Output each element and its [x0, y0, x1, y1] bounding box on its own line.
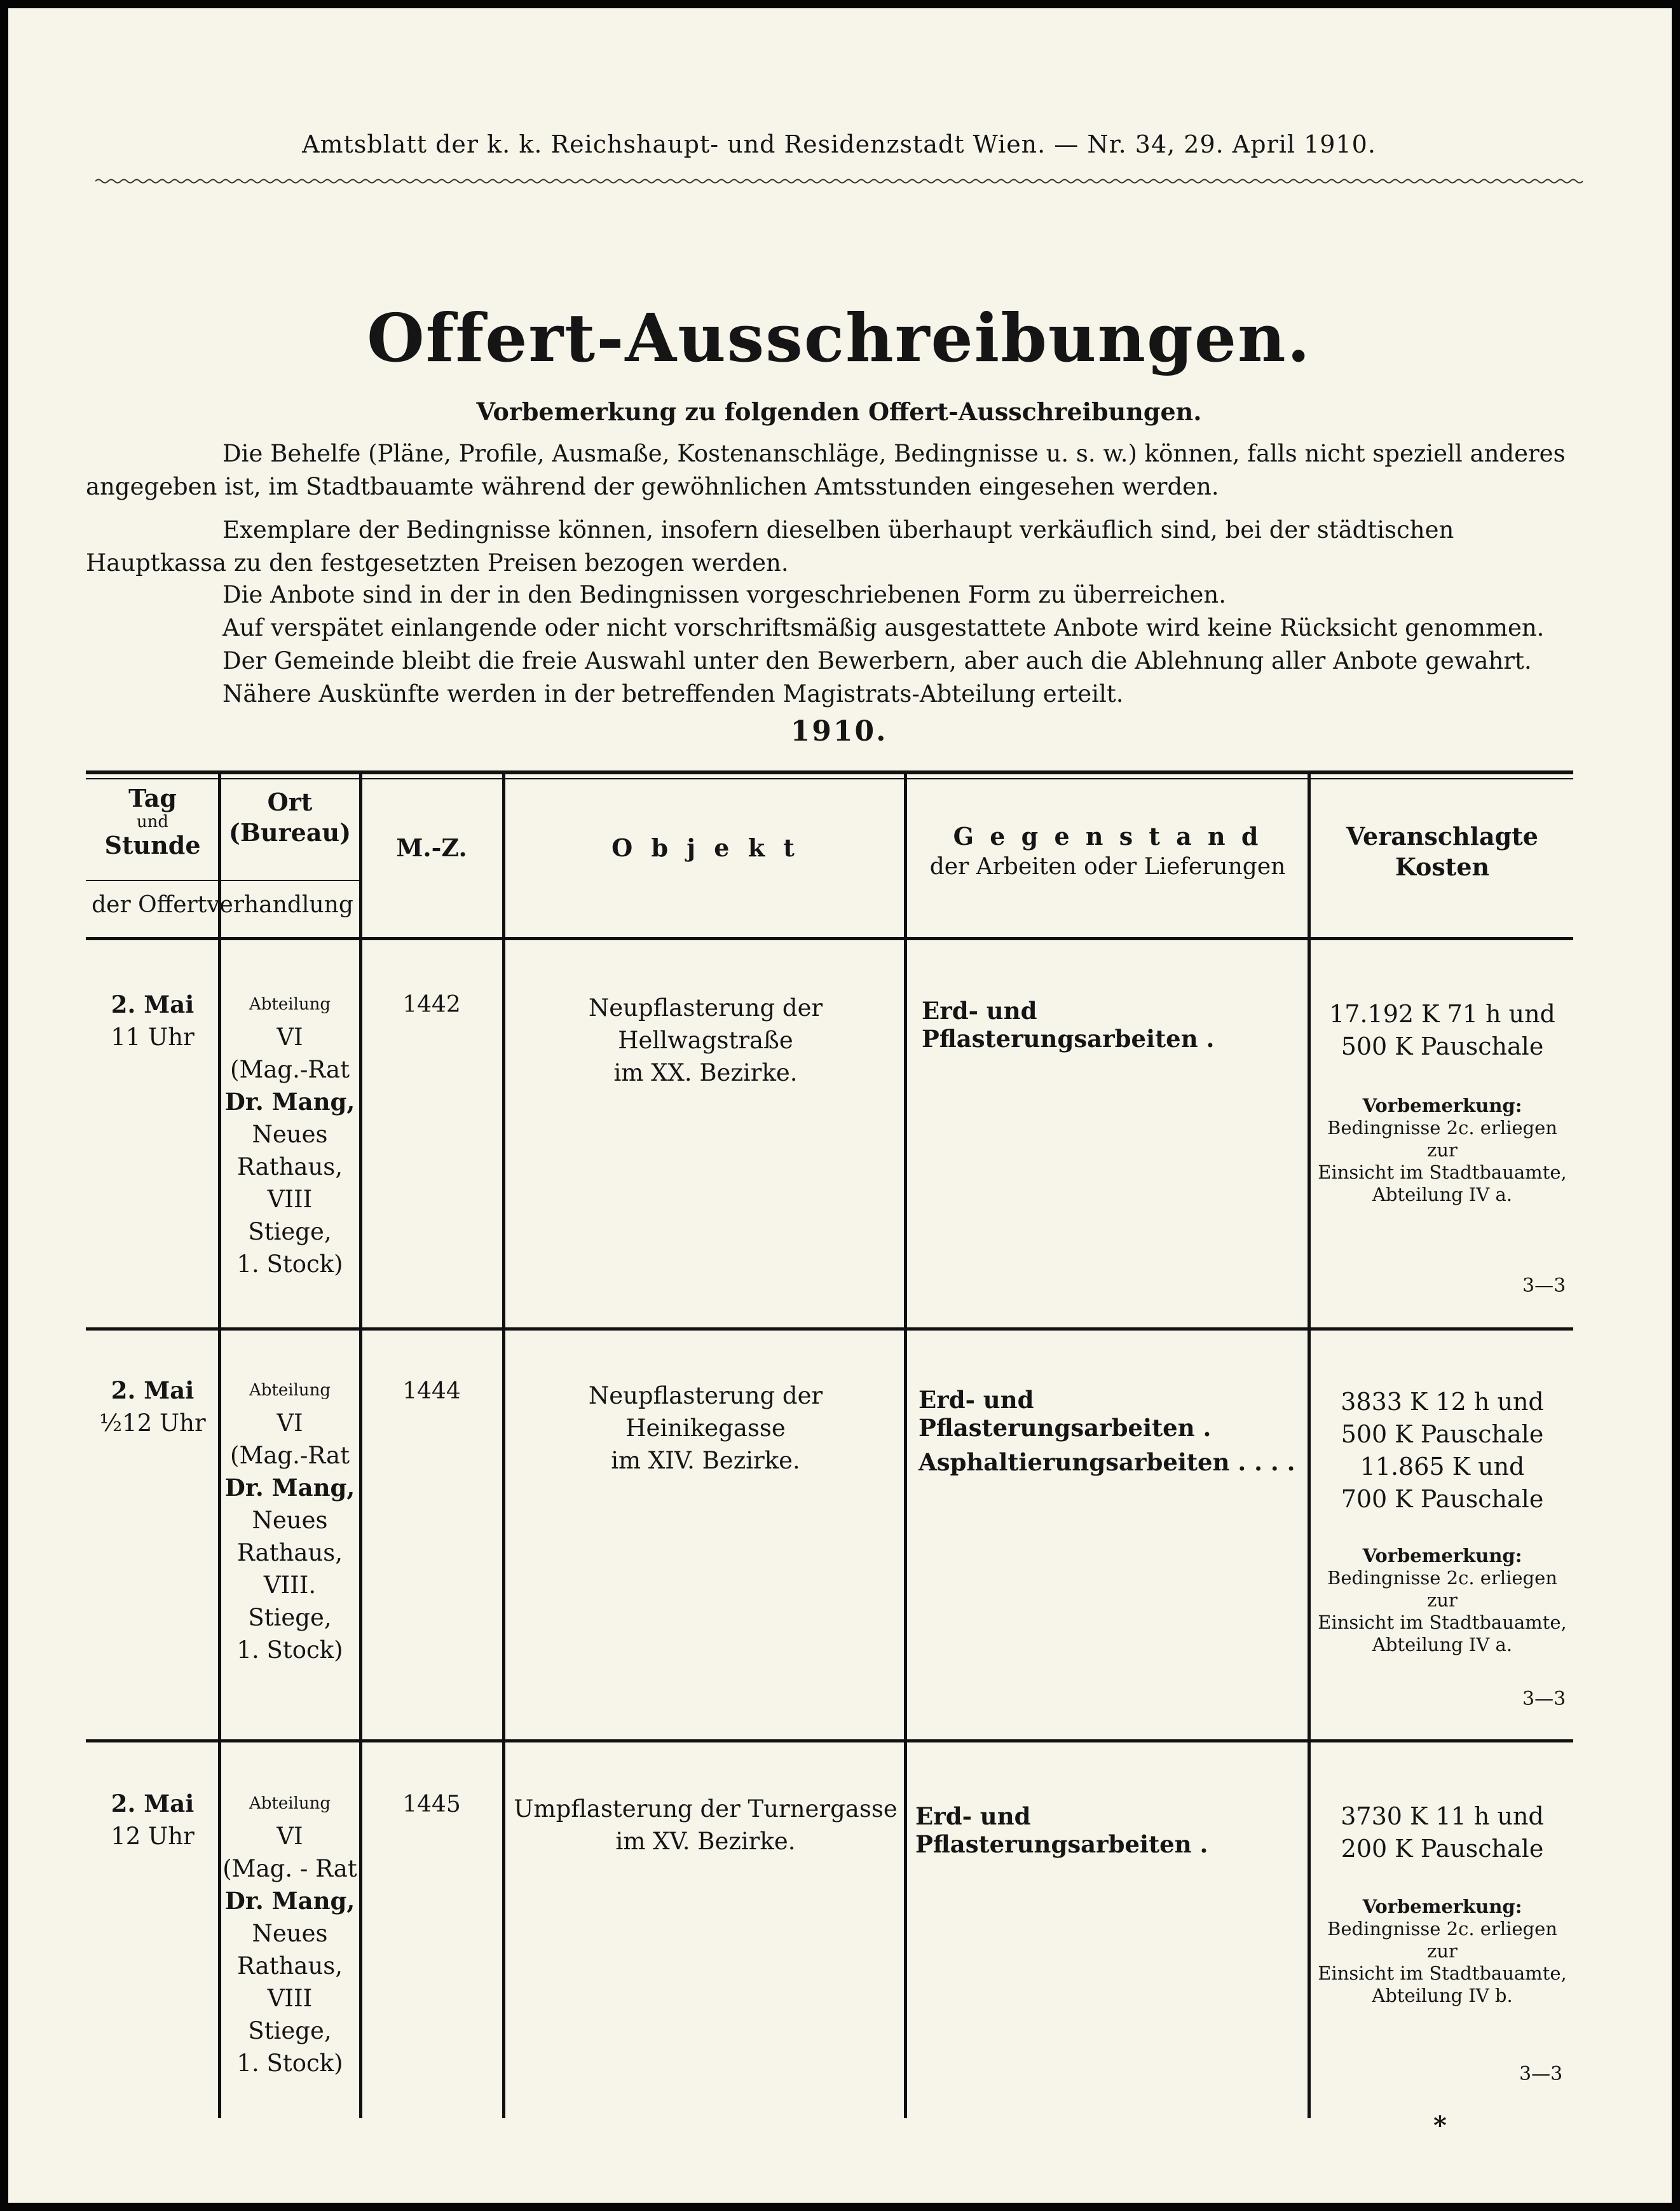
col-divider-4 — [904, 770, 907, 2118]
row-1-ort-dept: Abteilung — [249, 995, 331, 1014]
table-row-3-cost — [1312, 1800, 1573, 1865]
table-top-rule-thin — [86, 778, 1573, 779]
row-2-ort-line: (Mag.-Rat — [230, 1442, 350, 1469]
row-3-mz: 1445 — [402, 1791, 461, 1817]
row-1-date: 2. Mai — [111, 990, 195, 1018]
row-2-cost-line: 500 K Pauschale — [1341, 1420, 1544, 1448]
footer-mark: * — [1433, 2111, 1447, 2140]
table-row-1-objekt — [509, 992, 903, 1089]
paragraph-4: Auf verspätet einlangende oder nicht vorschriftsmäßig ausgestattete Anbote wird keine Rücksicht genommen. — [222, 614, 1545, 641]
row-1-objekt-line-1: Neupflasterung der Hellwagstraße — [588, 994, 823, 1054]
row-2-cost-line: 3833 K 12 h und — [1341, 1388, 1544, 1416]
col-divider-1 — [218, 770, 221, 2118]
row-1-objekt-line-2: im XX. Bezirke. — [613, 1059, 798, 1086]
row-3-objekt-line-2: im XV. Bezirke. — [615, 1828, 796, 1855]
header-gegenstand-top: G e g e n s t a n d — [953, 822, 1262, 851]
row-2-objekt-line-1: Neupflasterung der Heinikegasse — [588, 1382, 823, 1442]
table-row-1-ort — [222, 989, 357, 1280]
row-1-note-line: Bedingnisse 2c. erliegen zur — [1327, 1117, 1557, 1161]
row-1-ort-line: VI — [277, 1023, 303, 1051]
row-2-date: 2. Mai — [111, 1376, 195, 1404]
row-3-vorbemerkung: Vorbemerkung: — [1362, 1896, 1522, 1917]
header-tag-und: und — [136, 812, 169, 832]
running-head: Amtsblatt der k. k. Reichshaupt- und Residenzstadt Wien. — Nr. 34, 29. April 1910. — [302, 130, 1376, 158]
row-2-ort-line: Neues — [252, 1507, 328, 1534]
col-divider-3 — [502, 770, 505, 2118]
header-gegenstand-bottom: der Arbeiten oder Lieferungen — [929, 854, 1286, 880]
row-divider-2 — [86, 1739, 1573, 1742]
header-ort-bottom: (Bureau) — [228, 818, 352, 847]
table-row-2-cost — [1312, 1386, 1573, 1516]
row-2-ort-line: 1. Stock) — [236, 1636, 343, 1664]
table-row-1-cost — [1312, 998, 1573, 1063]
row-1-work-1: Erd- und Pflasterungsarbeiten . — [922, 997, 1215, 1053]
row-3-note-line: Bedingnisse 2c. erliegen zur — [1327, 1918, 1557, 1962]
row-1-ort-line: (Mag.-Rat — [230, 1056, 350, 1083]
paragraph-2: Exemplare der Bedingnisse können, insofern dieselben überhaupt verkäuflich sind, bei der städtischen Hauptkassa zu den festgesetzten Preisen bezogen werden. — [86, 516, 1454, 577]
row-1-ort-line: VIII — [267, 1186, 313, 1213]
row-1-ort-line: Rathaus, — [236, 1153, 343, 1181]
row-1-cost-line: 17.192 K 71 h und — [1329, 1000, 1555, 1028]
row-1-ort-line: Dr. Mang, — [224, 1088, 355, 1116]
paragraph-5: Der Gemeinde bleibt die freie Auswahl unter den Bewerbern, aber auch die Ablehnung aller Anbote gewahrt. — [222, 647, 1532, 674]
table-row-3-objekt — [509, 1793, 903, 1858]
row-1-time: 11 Uhr — [111, 1023, 195, 1051]
row-3-time: 12 Uhr — [111, 1823, 195, 1850]
row-3-cost-line: 200 K Pauschale — [1341, 1835, 1544, 1863]
row-2-tag: 3—3 — [1522, 1688, 1566, 1710]
row-1-note-line: Abteilung IV a. — [1372, 1184, 1513, 1205]
row-2-ort-line: VIII. — [263, 1571, 317, 1599]
row-3-objekt-line-1: Umpflasterung der Turnergasse — [514, 1795, 898, 1823]
header-ort — [222, 787, 357, 848]
paragraph-3: Die Anbote sind in der in den Bedingnissen vorgeschriebenen Form zu überreichen. — [222, 581, 1226, 608]
row-2-objekt-line-2: im XIV. Bezirke. — [611, 1447, 800, 1474]
header-kosten-top: Veranschlagte — [1346, 822, 1538, 851]
header-tag — [89, 783, 216, 861]
row-2-ort-line: Rathaus, — [236, 1539, 343, 1566]
header-bottom-rule — [86, 937, 1573, 940]
row-1-mz: 1442 — [402, 992, 461, 1018]
row-3-ort-line: VIII — [267, 1985, 313, 2012]
col-divider-5 — [1308, 770, 1311, 2118]
row-2-note-line: Einsicht im Stadtbauamte, — [1318, 1612, 1567, 1633]
row-2-work-1: Erd- und Pflasterungsarbeiten . — [919, 1386, 1212, 1442]
table-row-3-ort — [222, 1788, 357, 2079]
row-divider-1 — [86, 1327, 1573, 1331]
table-row-1-datetime — [89, 989, 216, 1053]
row-1-vorbemerkung: Vorbemerkung: — [1362, 1095, 1522, 1116]
row-2-work-2: Asphaltierungsarbeiten . . . . — [919, 1448, 1295, 1476]
table-row-2-ort — [222, 1374, 357, 1666]
header-shared-bottom: der Offertverhandlung — [92, 892, 353, 918]
row-2-time: ½12 Uhr — [99, 1409, 206, 1437]
row-2-vorbemerkung: Vorbemerkung: — [1362, 1545, 1522, 1566]
year-heading: 1910. — [790, 715, 888, 748]
row-3-ort-line: 1. Stock) — [236, 2050, 343, 2077]
row-1-tag: 3—3 — [1522, 1275, 1566, 1297]
row-2-ort-line: VI — [277, 1409, 303, 1437]
row-2-ort-line: Stiege, — [248, 1604, 332, 1631]
row-1-ort-line: Neues — [252, 1121, 328, 1148]
row-1-ort-line: 1. Stock) — [236, 1250, 343, 1278]
row-2-note-line: Abteilung IV a. — [1372, 1634, 1513, 1655]
header-kosten — [1312, 821, 1573, 882]
row-1-cost-line: 500 K Pauschale — [1341, 1032, 1544, 1060]
row-1-note-line: Einsicht im Stadtbauamte, — [1318, 1161, 1567, 1183]
table-top-rule — [86, 770, 1573, 774]
row-3-ort-line: Neues — [252, 1920, 328, 1947]
row-2-cost-line: 11.865 K und — [1360, 1453, 1525, 1481]
row-3-ort-line: Stiege, — [248, 2017, 332, 2044]
wavy-rule — [95, 177, 1586, 186]
paragraph-1: Die Behelfe (Pläne, Profile, Ausmaße, Kostenanschläge, Bedingnisse u. s. w.) können, falls nicht speziell anderes angegeben ist, im Stadtbauamte während der gewöhnlichen Amtsstunden eingesehen werden. — [86, 440, 1566, 500]
row-3-work-1: Erd- und Pflasterungsarbeiten . — [915, 1802, 1208, 1858]
table-row-3-note — [1312, 1896, 1573, 2007]
table-row-2-note — [1312, 1545, 1573, 1656]
row-2-mz: 1444 — [402, 1378, 461, 1404]
row-3-ort-line: Dr. Mang, — [224, 1887, 355, 1915]
row-3-date: 2. Mai — [111, 1790, 195, 1817]
row-2-ort-dept: Abteilung — [249, 1381, 331, 1400]
header-tag-top: Tag — [128, 784, 177, 812]
header-ort-top: Ort — [267, 788, 313, 816]
header-kosten-bottom: Kosten — [1395, 852, 1490, 881]
col-divider-2 — [359, 770, 362, 2118]
row-1-ort-line: Stiege, — [248, 1218, 332, 1245]
table-row-2-objekt — [509, 1379, 903, 1477]
row-3-note-line: Abteilung IV b. — [1372, 1985, 1513, 2006]
paragraph-6: Nähere Auskünfte werden in der betreffenden Magistrats-Abteilung erteilt. — [222, 680, 1124, 708]
row-2-ort-line: Dr. Mang, — [224, 1474, 355, 1502]
row-2-cost-line: 700 K Pauschale — [1341, 1485, 1544, 1513]
row-2-note-line: Bedingnisse 2c. erliegen zur — [1327, 1567, 1557, 1611]
header-sub-rule — [86, 880, 359, 881]
row-3-ort-line: (Mag. - Rat — [222, 1855, 357, 1882]
row-3-ort-dept: Abteilung — [249, 1794, 331, 1813]
row-3-ort-line: Rathaus, — [236, 1952, 343, 1980]
header-tag-bottom: Stunde — [104, 831, 201, 859]
row-3-cost-line: 3730 K 11 h und — [1341, 1802, 1544, 1830]
subtitle: Vorbemerkung zu folgenden Offert-Ausschreibungen. — [476, 397, 1202, 426]
page-title: Offert-Ausschreibungen. — [367, 299, 1311, 377]
row-3-note-line: Einsicht im Stadtbauamte, — [1318, 1962, 1567, 1984]
table-row-2-datetime — [89, 1374, 216, 1439]
table-row-3-datetime — [89, 1788, 216, 1852]
header-gegenstand — [909, 821, 1306, 882]
table-row-1-note — [1312, 1095, 1573, 1206]
row-3-tag: 3—3 — [1519, 2063, 1563, 2085]
header-objekt: O b j e k t — [611, 833, 800, 862]
row-3-ort-line: VI — [277, 1823, 303, 1850]
header-mz: M.-Z. — [396, 833, 467, 862]
